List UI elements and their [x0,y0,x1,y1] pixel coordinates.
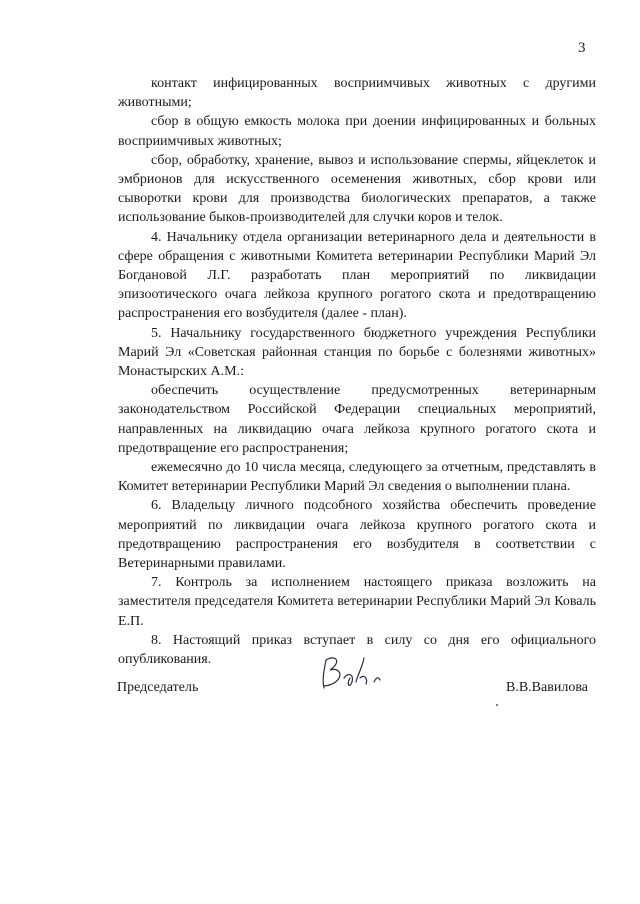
paragraph: 7. Контроль за исполнением настоящего приказа возложить на заместителя председателя Комитета ветеринарии Республики Марий Эл Коваль Е.П. [118,575,596,629]
ink-dot [496,704,498,706]
signature-block [0,648,640,708]
handwritten-signature [316,648,396,694]
paragraph: обеспечить осуществление предусмотренных ветеринарным законодательством Российской Федерации специальных мероприятий, направленных на ликвидацию очага лейкоза крупного рогатого скота и предотвращение его распространения; [118,383,596,456]
paragraph: сбор в общую емкость молока при доении инфицированных и больных восприимчивых животных; [118,114,596,149]
signatory-title: Председатель [117,680,199,695]
document-body [118,74,596,669]
paragraph: сбор, обработку, хранение, вывоз и использование спермы, яйцеклеток и эмбрионов для искусственного осеменения животных, сбор крови или сыворотки крови для производства биологических препаратов, а также использование быков-производителей для случки коров и телок. [118,152,596,226]
page-number: 3 [578,40,586,56]
paragraph: 4. Начальнику отдела организации ветеринарного дела и деятельности в сфере обращения с животными Комитета ветеринарии Республики Марий Эл Богдановой Л.Г. разработать план мероприятий по ликвидации эпизоотического очага лейкоза крупного рогатого скота и предотвращению распространения его возбудителя (далее - план). [118,229,596,322]
signatory-name: В.В.Вавилова [506,680,588,695]
paragraph: 8. Настоящий приказ вступает в силу со дня его официального опубликования. [118,632,596,668]
paragraph: контакт инфицированных восприимчивых животных с другими животными; [118,76,596,111]
paragraph: 6. Владельцу личного подсобного хозяйства обеспечить проведение мероприятий по ликвидации очага лейкоза крупного рогатого скота и предотвращению распространения его возбудителя в соответствии с Ветеринарными правилами. [118,498,596,572]
paragraph: 5. Начальнику государственного бюджетного учреждения Республики Марий Эл «Советская районная станция по борьбе с болезнями животных» Монастырских А.М.: [118,325,596,380]
paragraph: ежемесячно до 10 числа месяца, следующего за отчетным, представлять в Комитет ветеринарии Республики Марий Эл сведения о выполнении плана. [118,460,596,495]
